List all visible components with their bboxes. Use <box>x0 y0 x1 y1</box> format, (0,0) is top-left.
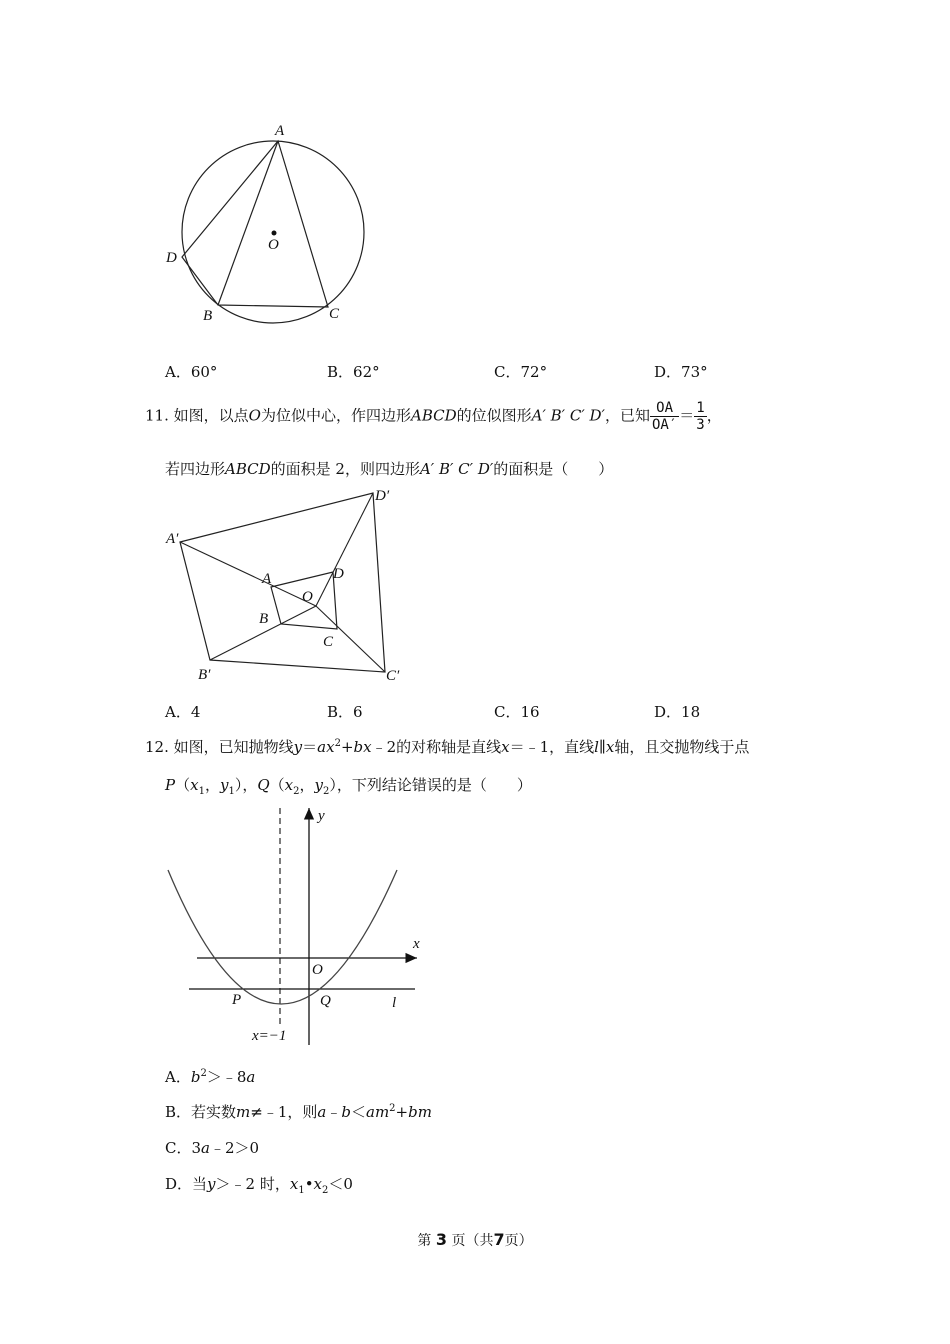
page-number: 3 <box>435 1230 447 1249</box>
q12-option-b[interactable]: B．若实数m≠﹣1，则$a﹣b<am^2+bm$ <box>165 1103 432 1121</box>
label-O: O <box>268 237 279 253</box>
q11-option-a[interactable]: A．4 <box>165 703 201 721</box>
q11-option-b[interactable]: B．6 <box>327 703 363 721</box>
q10-option-b[interactable]: B．62° <box>327 363 380 381</box>
q11-option-d[interactable]: D．18 <box>654 703 701 721</box>
label-P: P <box>232 992 242 1008</box>
q12-option-c[interactable]: C．3a﹣2＞0 <box>165 1139 260 1157</box>
q11-stem-line1: 11. 如图，以点O为位似中心，作四边形ABCD的位似图形A′ B′ C′ D′，已知 $\frac{OA}{OA'}$ ＝ $\frac{1}{3}$ ， <box>145 400 722 433</box>
label-y: y <box>318 808 325 824</box>
label-B: B <box>203 308 213 324</box>
ray-d <box>316 493 373 606</box>
label-A: A <box>275 123 285 139</box>
q11-option-c[interactable]: C．16 <box>494 703 540 721</box>
label-C: C <box>323 634 334 650</box>
q11-stem-line2: 若四边形ABCD的面积是 2，则四边形A′ B′ C′ D′的面积是（ ） <box>165 460 614 478</box>
label-D: D <box>166 250 177 266</box>
q10-option-a[interactable]: A．60° <box>165 363 218 381</box>
label-l: l <box>392 995 397 1011</box>
label-D-prime: D′ <box>375 488 390 504</box>
q12-option-a[interactable]: A．$b^2>﹣8a$ <box>165 1068 256 1086</box>
q12-stem-line2: $P(x_1$，$y_1$），$Q(x_2$，$y_2$），下列结论错误的是（ ） <box>165 776 532 797</box>
total-pages: 7 <box>493 1230 505 1249</box>
label-axis-eq: x=−1 <box>252 1028 287 1044</box>
parabola-curve <box>168 870 397 1004</box>
label-A-prime: A′ <box>166 531 179 547</box>
fraction-oa: $\frac{OA}{OA'}$ <box>651 400 678 433</box>
page-footer: 第 3 页（共7页） <box>417 1230 533 1249</box>
label-x: x <box>413 936 420 952</box>
q10-option-c[interactable]: C．72° <box>494 363 548 381</box>
fraction-one-third: $\frac{1}{3}$ <box>696 400 705 433</box>
quad-abcd-prime <box>180 493 385 672</box>
label-B: B <box>259 611 269 627</box>
label-O: O <box>302 589 313 605</box>
label-D: D <box>333 566 344 582</box>
label-A: A <box>262 571 272 587</box>
q11-homothety-figure <box>155 480 420 690</box>
label-B-prime: B′ <box>198 667 211 683</box>
chord-ab <box>218 141 278 305</box>
ray-a <box>180 542 316 606</box>
label-Q: Q <box>320 993 331 1009</box>
quad-adbc <box>182 141 328 307</box>
q12-stem-line1: 12. 如图，已知抛物线$y=ax^2+bx﹣2$的对称轴是直线x＝﹣1，直线l∥x轴，且交抛物线于点 <box>145 738 750 756</box>
q10-circle-figure <box>155 115 375 330</box>
q12-option-d[interactable]: D．当y＞﹣2 时，$x_1•x_2<0$ <box>165 1175 353 1196</box>
label-C-prime: C′ <box>386 668 400 684</box>
center-dot <box>272 231 277 236</box>
q10-option-d[interactable]: D．73° <box>654 363 708 381</box>
label-O: O <box>312 962 323 978</box>
label-C: C <box>329 306 340 322</box>
q12-parabola-figure <box>160 800 440 1050</box>
